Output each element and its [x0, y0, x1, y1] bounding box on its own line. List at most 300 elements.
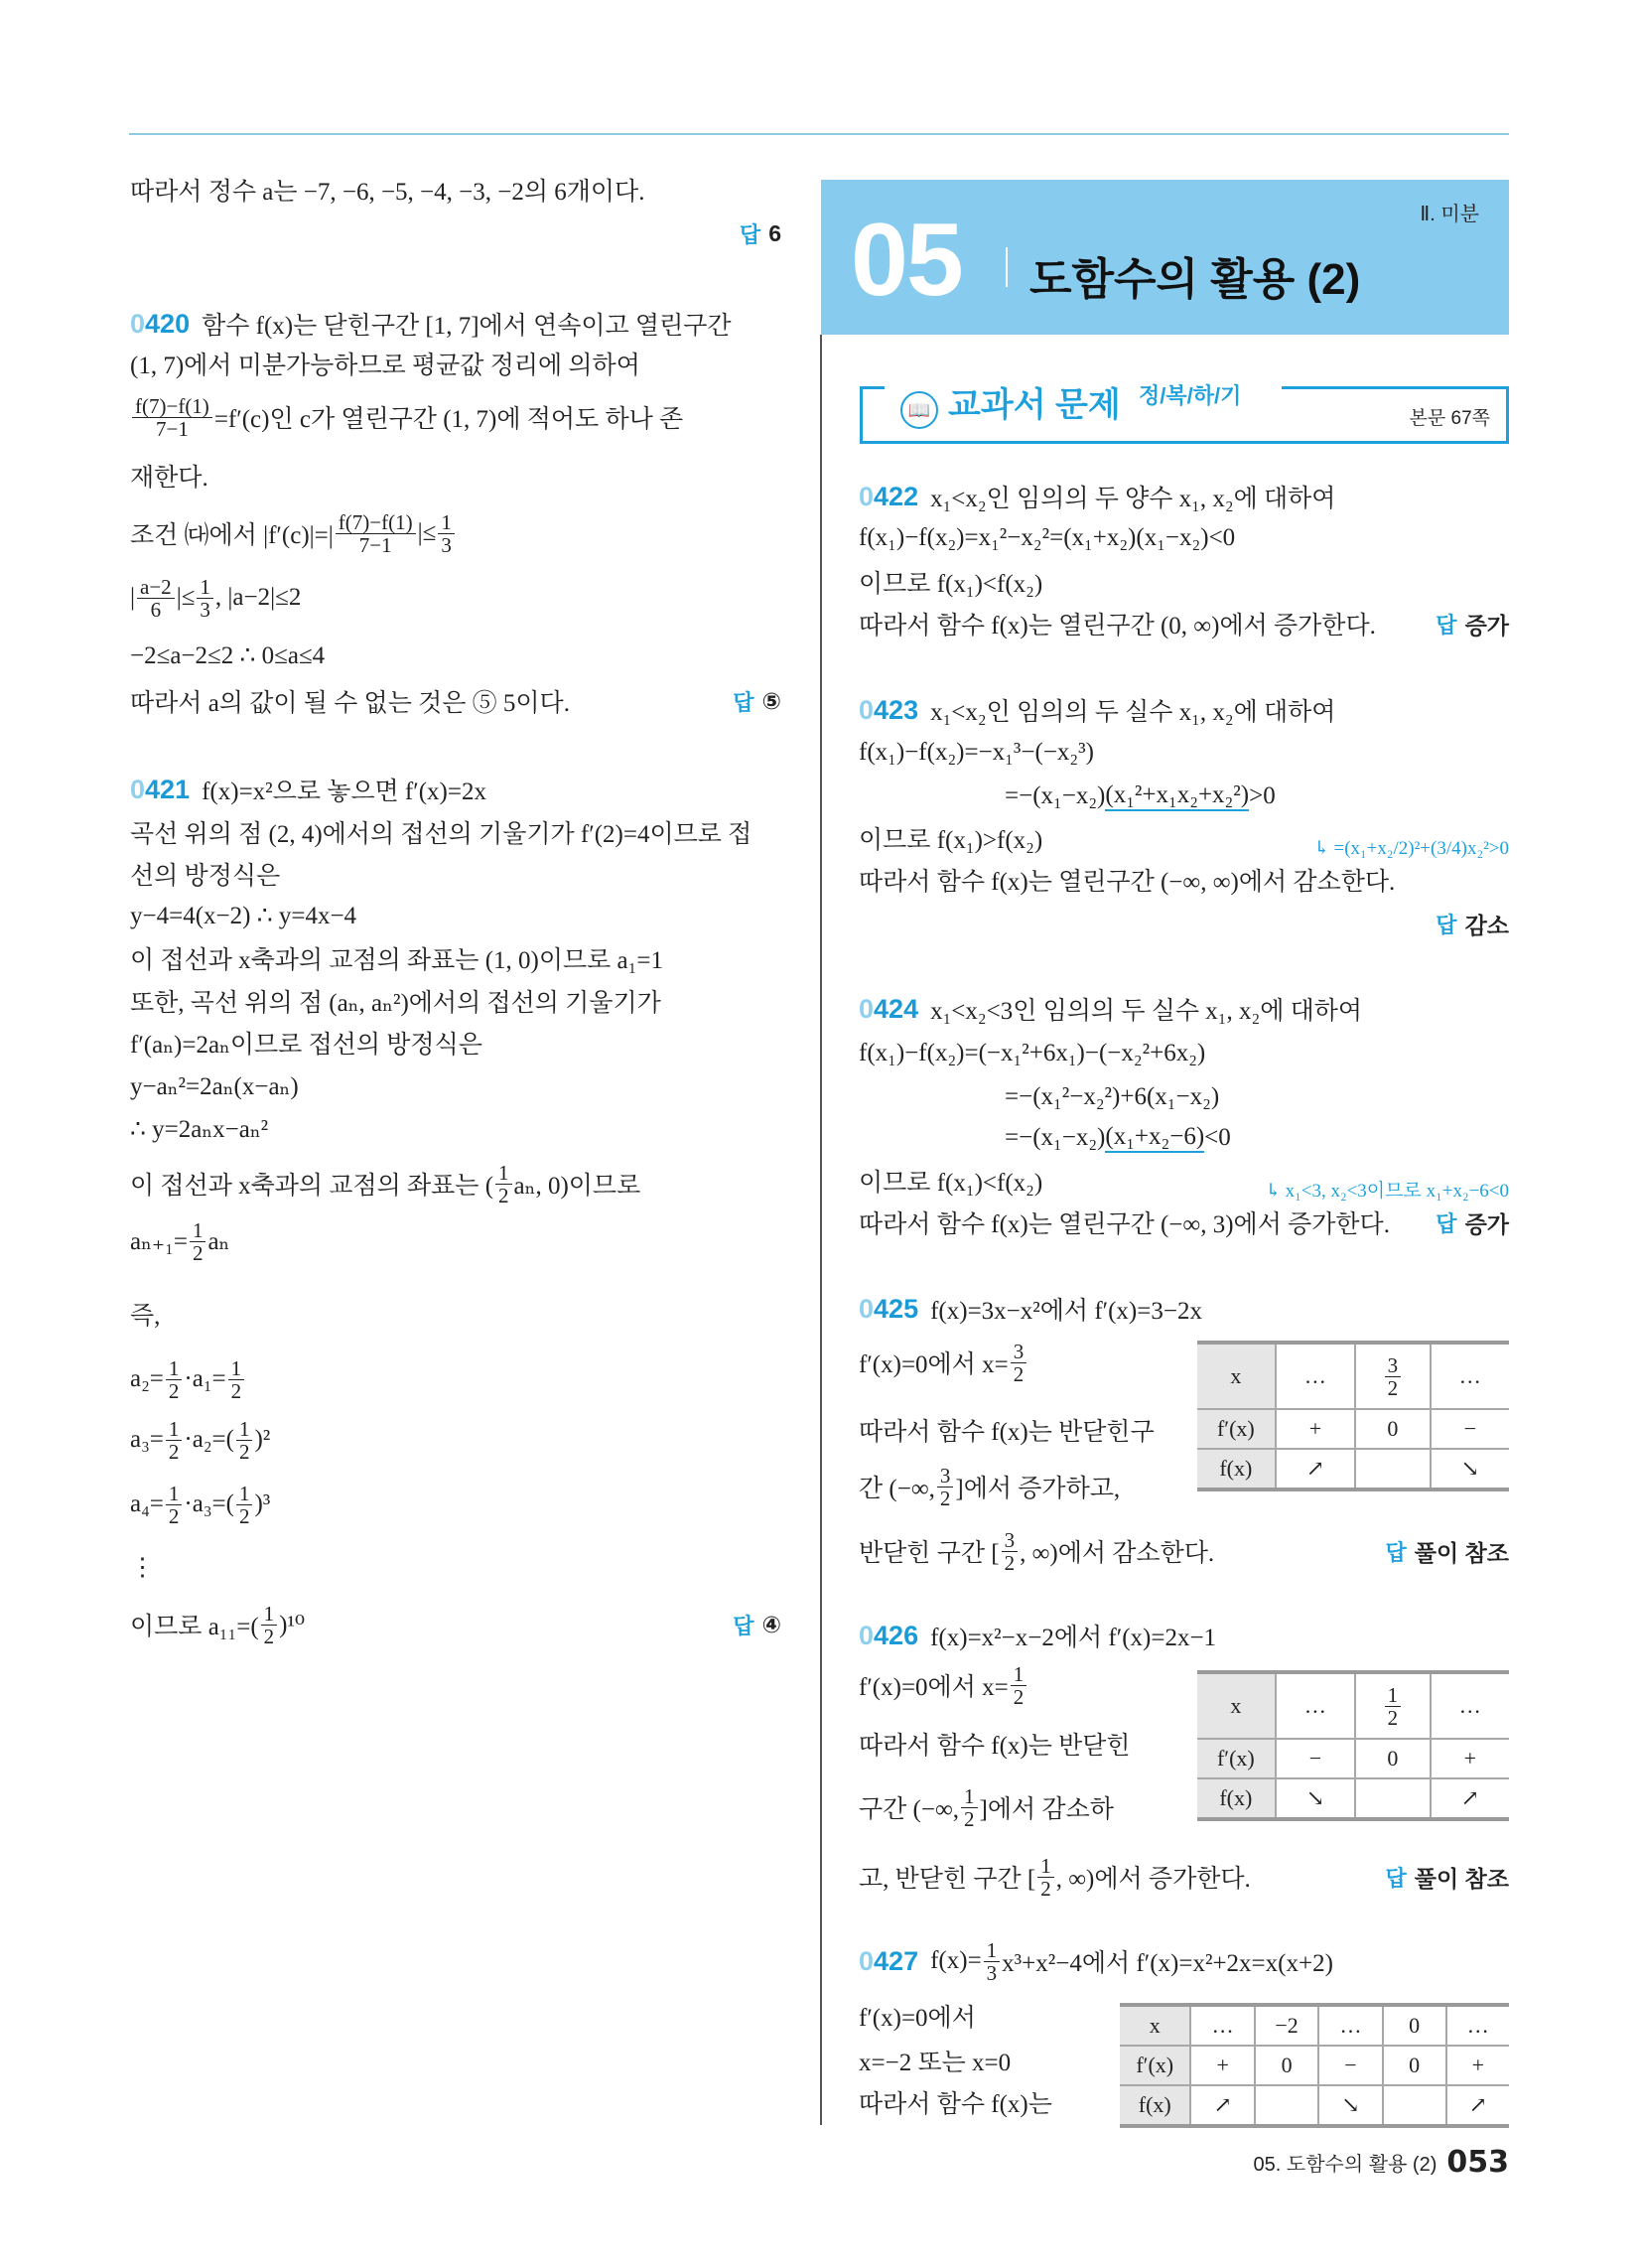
text-segment: ↘ [1305, 1785, 1325, 1810]
table-row [1197, 1343, 1509, 1409]
text-segment: 0 [1387, 1746, 1399, 1771]
fraction-denominator: 3 [200, 597, 210, 622]
solution-line [859, 858, 1509, 902]
answer-value: 증가 [1464, 612, 1509, 638]
text-segment: 따라서 함수 f(x)는 [859, 2091, 1052, 2118]
fraction-numerator: 1 [236, 1418, 253, 1441]
table-cell [1431, 1449, 1509, 1489]
answer-label: 답 [733, 689, 754, 715]
fraction [166, 1418, 183, 1463]
answer-value: ⑤ [761, 687, 781, 714]
solution-line [130, 936, 781, 980]
answer [130, 212, 781, 255]
problem-number: 0427 [859, 1945, 919, 1976]
text-segment: … [1303, 1363, 1326, 1388]
table-cell [1276, 1449, 1355, 1489]
text-segment: 따라서 정수 a는 −7, −6, −5, −4, −3, −2의 6개이다. [130, 179, 645, 206]
text-segment: + [1308, 1416, 1322, 1441]
text-segment: ↗ [1305, 1456, 1325, 1481]
annotation-note [1266, 1176, 1509, 1203]
solution-line [859, 731, 1509, 775]
table-cell [1276, 1409, 1355, 1449]
text-segment: x₁<x₂인 임의의 두 양수 x₁, x₂에 대하여 [930, 486, 1336, 512]
text-segment: , ∞)에서 증가한다. [1055, 1866, 1251, 1893]
text-segment: )² [254, 1426, 271, 1453]
solution-line [130, 1292, 781, 1336]
text-segment: x₁<x₂<3인 임의의 두 실수 x₁, x₂에 대하여 [930, 998, 1363, 1025]
text-segment: 이 접선과 x축과의 교점의 좌표는 ( [130, 1173, 494, 1200]
fraction [190, 1219, 206, 1264]
fraction [132, 395, 212, 440]
text-segment: f(x)=x²으로 놓으면 f′(x)=2x [202, 779, 486, 805]
fraction-numerator: 1 [261, 1603, 278, 1626]
solution-line [130, 395, 781, 439]
answer-label: 답 [1436, 1210, 1457, 1236]
solution-line [130, 454, 781, 497]
footer-chapter: 05. 도함수의 활용 (2) [1253, 2154, 1437, 2176]
text-segment: x [1149, 2013, 1161, 2038]
fraction-numerator: 3 [937, 1465, 954, 1488]
text-segment: f(x₁)−f(x₂)=(−x₁²+6x₁)−(−x₂²+6x₂) [859, 1040, 1206, 1066]
chapter-number: 05 [851, 203, 962, 318]
fraction-numerator: 1 [197, 576, 213, 599]
fraction [1011, 1341, 1027, 1385]
answer-label: 답 [733, 1613, 754, 1638]
solution-line [130, 1483, 781, 1526]
text-segment: =−(x₁−x₂) [1005, 1124, 1106, 1151]
solution-line [130, 168, 781, 212]
fraction-denominator: 2 [964, 1806, 975, 1831]
text-segment: )³ [254, 1490, 271, 1517]
fraction-numerator: 1 [166, 1483, 183, 1505]
table-cell [1318, 2085, 1382, 2126]
text-segment: |≤ [176, 584, 196, 611]
problem-number: 0420 [130, 308, 191, 339]
table-cell [1190, 2005, 1254, 2046]
table-cell [1276, 1778, 1355, 1819]
text-segment: x₁<x₂인 임의의 두 실수 x₁, x₂에 대하여 [930, 699, 1336, 726]
fraction [197, 576, 213, 621]
fraction-numerator: 1 [166, 1418, 183, 1441]
text-segment: f(x)=x²−x−2에서 f′(x)=2x−1 [930, 1625, 1217, 1651]
fraction-numerator: 1 [228, 1357, 245, 1380]
text-segment: f′(x)=0에서 [859, 2005, 976, 2032]
answer-label: 답 [1436, 612, 1457, 638]
fraction [495, 1162, 512, 1206]
problem-number: 0424 [859, 993, 919, 1024]
variation-table [1120, 2003, 1509, 2128]
section-title: 교과서 문제 [948, 377, 1127, 426]
text-segment: , ∞)에서 감소한다. [1020, 1540, 1215, 1567]
text-segment: 조건 ㈐에서 |f′(c)|=| [130, 522, 334, 549]
fraction-numerator: 1 [1037, 1855, 1054, 1878]
table-row [1197, 1672, 1509, 1739]
text-segment: 이므로 f(x₁)<f(x₂) [859, 1170, 1043, 1197]
table-cell [1431, 1672, 1509, 1739]
text-segment: x=−2 또는 x=0 [859, 2050, 1012, 2076]
text-segment: 고, 반닫힌 구간 [ [859, 1866, 1036, 1893]
fraction-denominator: 7−1 [358, 532, 392, 557]
text-segment: 선의 방정식은 [130, 863, 281, 890]
table-cell [1446, 2085, 1509, 2126]
part-label: Ⅱ. 미분 [1420, 204, 1479, 225]
fraction-numerator: 3 [1002, 1529, 1019, 1552]
fraction [1011, 1663, 1027, 1708]
fraction-denominator: 6 [150, 597, 162, 622]
solution-line [859, 560, 1509, 604]
problem-number: 0421 [130, 774, 191, 804]
table-cell [1355, 1343, 1430, 1409]
solution-line [130, 768, 781, 811]
text-segment: aₙ [207, 1228, 230, 1255]
top-rule [129, 133, 1509, 135]
text-segment: ↘ [1341, 2092, 1360, 2117]
text-segment: aₙ, 0)이므로 [513, 1173, 641, 1200]
arrow-right-icon: ↳ [1313, 838, 1330, 859]
book-icon: 📖 [900, 391, 938, 429]
solution-line [130, 979, 781, 1023]
fraction-numerator: 1 [984, 1939, 1001, 1962]
table-cell [1255, 2085, 1318, 2126]
text-segment: >0 [1249, 782, 1276, 809]
text-segment: f′(x)=0에서 x= [859, 1351, 1009, 1378]
fraction-denominator: 2 [192, 1240, 204, 1265]
text-segment: a₃= [130, 1426, 164, 1453]
table-cell [1197, 1343, 1276, 1409]
fraction-denominator: 3 [441, 532, 452, 557]
text-segment: − [1463, 1416, 1476, 1441]
text-segment: f(x) [1138, 2092, 1171, 2117]
text-segment: f(x₁)−f(x₂)=−x₁³−(−x₂³) [859, 739, 1094, 766]
fraction-denominator: 2 [238, 1439, 250, 1464]
fraction-denominator: 2 [238, 1503, 250, 1528]
fraction-numerator: a−2 [137, 576, 175, 599]
text-segment: 따라서 a의 값이 될 수 없는 것은 ⑤ 5이다. [130, 690, 570, 717]
fraction-numerator: 1 [495, 1162, 512, 1185]
header-divider [1006, 247, 1008, 287]
text-segment: a₂= [130, 1365, 164, 1392]
solution-line [859, 1287, 1509, 1331]
text-segment: … [1211, 2013, 1234, 2038]
solution-line [859, 475, 1509, 518]
fraction-numerator: 1 [438, 511, 455, 534]
table-cell [1276, 1343, 1355, 1409]
text-segment: , |a−2|≤2 [214, 584, 302, 611]
table-cell [1197, 1778, 1276, 1819]
solution-line [1005, 1116, 1509, 1160]
text-segment: x [1230, 1693, 1242, 1718]
fraction-numerator: 1 [166, 1357, 183, 1380]
underlined-expression: (x₁+x₂−6) [1105, 1123, 1204, 1153]
answer [130, 679, 781, 723]
solution-line [130, 634, 781, 677]
fraction-numerator: 1 [961, 1785, 978, 1808]
answer-label: 답 [1385, 1865, 1407, 1891]
table-row [1120, 2085, 1509, 2126]
fraction [236, 1418, 253, 1463]
text-segment: 즉, [130, 1303, 161, 1330]
text-segment: 구간 (−∞, [859, 1796, 960, 1823]
text-segment: f′(x)=0에서 x= [859, 1674, 1009, 1701]
table-cell [1255, 2005, 1318, 2046]
text-segment: f(x₁)−f(x₂)=x₁²−x₂²=(x₁+x₂)(x₁−x₂)<0 [859, 524, 1236, 551]
table-cell [1431, 1778, 1509, 1819]
text-segment: f′(x) [1216, 1746, 1255, 1771]
text-segment: ⋮ [130, 1554, 155, 1581]
fraction-numerator: f(7)−f(1) [336, 511, 416, 534]
text-segment: ·a₃=( [184, 1490, 234, 1517]
text-segment: … [1458, 1363, 1481, 1388]
fraction-denominator: 2 [1004, 1550, 1016, 1575]
fraction [236, 1483, 253, 1527]
fraction-denominator: 2 [168, 1439, 180, 1464]
answer [859, 1529, 1509, 1573]
solution-line [1005, 1075, 1509, 1119]
solution-line [859, 516, 1509, 560]
solution-line [130, 1219, 781, 1263]
text-segment: x [1230, 1363, 1242, 1388]
fraction-numerator: 3 [1385, 1354, 1402, 1377]
solution-line [130, 302, 781, 346]
fraction-numerator: 1 [190, 1219, 206, 1242]
text-segment: 따라서 함수 f(x)는 열린구간 (−∞, 3)에서 증가한다. [859, 1211, 1390, 1238]
fraction [137, 576, 175, 621]
answer [859, 602, 1509, 645]
fraction [961, 1785, 978, 1830]
text-segment: )¹⁰ [279, 1612, 305, 1638]
table-cell [1431, 1343, 1509, 1409]
table-cell [1190, 2046, 1254, 2085]
text-segment: 0 [1281, 2053, 1293, 2077]
solution-line [130, 1107, 781, 1151]
solution-line [130, 1021, 781, 1064]
fraction-denominator: 3 [986, 1960, 998, 1985]
answer-value: 풀이 참조 [1414, 1865, 1509, 1892]
text-segment: … [1303, 1693, 1326, 1718]
text-segment: (1, 7)에서 미분가능하므로 평균값 정리에 의하여 [130, 353, 640, 379]
text-segment: − [1308, 1746, 1322, 1771]
text-segment: 이 접선과 x축과의 교점의 좌표는 (1, 0)이므로 a₁=1 [130, 947, 663, 974]
solution-line [859, 987, 1509, 1031]
table-cell [1431, 1409, 1509, 1449]
text-segment: ↗ [1460, 1785, 1480, 1810]
answer-value: 풀이 참조 [1414, 1539, 1509, 1566]
fraction [438, 511, 455, 556]
fraction-denominator: 2 [939, 1486, 951, 1510]
table-cell [1318, 2046, 1382, 2085]
table-cell [1197, 1409, 1276, 1449]
page-footer [1254, 2145, 1509, 2180]
text-segment: 곡선 위의 점 (2, 4)에서의 접선의 기울기가 f′(2)=4이므로 접 [130, 821, 753, 848]
text-segment: − [1344, 2053, 1357, 2077]
solution-line [130, 1357, 781, 1401]
table-cell [1120, 2005, 1190, 2046]
text-segment: 간 (−∞, [859, 1476, 935, 1502]
text-segment: 이므로 a₁₁=( [130, 1614, 259, 1640]
table-row [1120, 2046, 1509, 2085]
table-cell [1197, 1672, 1276, 1739]
fraction-numerator: f(7)−f(1) [132, 395, 212, 418]
fraction [228, 1357, 245, 1402]
text-segment: ]에서 증가하고, [955, 1476, 1121, 1502]
page-number: 053 [1446, 2145, 1509, 2180]
text-segment: =−(x₁²−x₂²)+6(x₁−x₂) [1005, 1083, 1220, 1110]
text-segment: f(x) [1219, 1785, 1253, 1810]
text-segment: 반닫힌 구간 [ [859, 1540, 1000, 1567]
variation-table [1197, 1341, 1509, 1491]
table-row [1197, 1449, 1509, 1489]
table-cell [1355, 1739, 1430, 1778]
annotation-text: x₁<3, x₂<3이므로 x₁+x₂−6<0 [1285, 1181, 1509, 1202]
table-cell [1355, 1778, 1430, 1819]
problem-number: 0426 [859, 1620, 919, 1650]
text-segment: + [1463, 1746, 1476, 1771]
solution-line [859, 1159, 1509, 1203]
table-cell [1318, 2005, 1382, 2046]
solution-line [859, 688, 1509, 732]
problem-number: 0422 [859, 481, 919, 511]
text-segment: f(x)= [930, 1947, 982, 1974]
text-segment: ↗ [1213, 2092, 1232, 2117]
table-cell [1383, 2046, 1446, 2085]
solution-line [130, 511, 781, 555]
text-segment: −2≤a−2≤2 ∴ 0≤a≤4 [130, 642, 326, 669]
answer-value: 증가 [1464, 1210, 1509, 1237]
table-cell [1355, 1409, 1430, 1449]
solution-line [130, 1418, 781, 1462]
table-cell [1383, 2005, 1446, 2046]
solution-line [130, 576, 781, 620]
answer-label: 답 [1385, 1539, 1407, 1565]
text-segment: 따라서 함수 f(x)는 열린구간 (−∞, ∞)에서 감소한다. [859, 869, 1396, 896]
text-segment: ·a₂=( [184, 1426, 234, 1453]
text-segment: f′(x) [1136, 2053, 1174, 2077]
text-segment: 0 [1409, 2013, 1421, 2038]
text-segment: ↗ [1468, 2092, 1488, 2117]
solution-line [130, 852, 781, 896]
annotation-text: =(x₁+x₂/2)²+(3/4)x₂²>0 [1333, 838, 1509, 859]
column-divider [820, 335, 822, 2125]
solution-line [130, 342, 781, 385]
text-segment: =f′(c)인 c가 열린구간 (1, 7)에 적어도 하나 존 [213, 406, 684, 433]
text-segment: + [1471, 2053, 1484, 2077]
table-cell [1255, 2046, 1318, 2085]
table-cell [1431, 1739, 1509, 1778]
fraction-denominator: 2 [1387, 1375, 1399, 1400]
fraction [1385, 1354, 1402, 1399]
variation-table [1197, 1670, 1509, 1821]
text-segment: 또한, 곡선 위의 점 (aₙ, aₙ²)에서의 접선의 기울기가 [130, 990, 661, 1017]
table-cell [1197, 1739, 1276, 1778]
table-cell [1355, 1449, 1430, 1489]
text-segment: ↘ [1460, 1456, 1480, 1481]
fraction [984, 1939, 1001, 1984]
text-segment: aₙ₊₁= [130, 1228, 188, 1255]
table-cell [1276, 1672, 1355, 1739]
section-subtitle: 정/복/하/기 [1139, 379, 1249, 410]
solution-line [859, 1032, 1509, 1075]
fraction-denominator: 2 [168, 1378, 180, 1403]
table-row [1197, 1778, 1509, 1819]
table-row [1120, 2005, 1509, 2046]
fraction-denominator: 2 [168, 1503, 180, 1528]
answer [130, 1603, 781, 1646]
fraction [1385, 1684, 1402, 1729]
text-segment: <0 [1204, 1124, 1231, 1151]
table-cell [1190, 2085, 1254, 2126]
text-segment: y−aₙ²=2aₙ(x−aₙ) [130, 1073, 299, 1100]
annotation-note [1314, 837, 1509, 860]
answer-value: ④ [761, 1611, 781, 1637]
solution-line [1005, 775, 1509, 818]
text-segment: f(x) [1219, 1456, 1253, 1481]
answer-value: 6 [768, 219, 781, 246]
text-segment: ∴ y=2aₙx−aₙ² [130, 1116, 269, 1143]
fraction [336, 511, 416, 556]
text-segment: f′(x) [1216, 1416, 1255, 1441]
fraction-denominator: 2 [263, 1624, 275, 1648]
table-cell [1355, 1672, 1430, 1739]
problem-number: 0425 [859, 1293, 919, 1324]
solution-line [859, 1939, 1509, 1983]
fraction-denominator: 2 [1387, 1705, 1399, 1730]
fraction-numerator: 1 [236, 1483, 253, 1505]
text-segment: 따라서 함수 f(x)는 반닫힌 [859, 1733, 1131, 1760]
section-reference: 본문 67쪽 [1409, 408, 1490, 429]
text-segment: 따라서 함수 f(x)는 열린구간 (0, ∞)에서 증가한다. [859, 613, 1376, 639]
text-segment: =−(x₁−x₂) [1005, 782, 1106, 809]
text-segment: | [130, 584, 136, 611]
answer [859, 1201, 1509, 1244]
table-cell [1446, 2005, 1509, 2046]
text-segment: f′(aₙ)=2aₙ이므로 접선의 방정식은 [130, 1032, 482, 1059]
text-segment: x³+x²−4에서 f′(x)=x²+2x=x(x+2) [1002, 1950, 1333, 1977]
solution-line [859, 1614, 1509, 1657]
table-cell [1120, 2046, 1190, 2085]
text-segment: … [1339, 2013, 1362, 2038]
text-segment: ·a₁= [184, 1365, 226, 1392]
table-cell [1383, 2085, 1446, 2126]
text-segment: a₄= [130, 1490, 164, 1517]
text-segment: 이므로 f(x₁)>f(x₂) [859, 827, 1043, 854]
text-segment: + [1216, 2053, 1229, 2077]
text-segment: ]에서 감소하 [979, 1796, 1114, 1823]
answer-label: 답 [1436, 912, 1457, 937]
table-cell [1276, 1739, 1355, 1778]
solution-line [130, 810, 781, 854]
solution-line [130, 1064, 781, 1108]
problem-number: 0423 [859, 694, 919, 725]
answer [859, 902, 1509, 945]
table-row [1197, 1739, 1509, 1778]
solution-line [130, 1545, 781, 1589]
solution-line [130, 894, 781, 937]
underlined-expression: (x₁²+x₁x₂+x₂²) [1105, 781, 1249, 811]
fraction-denominator: 7−1 [155, 416, 189, 441]
section-box [860, 383, 1509, 444]
table-cell [1197, 1449, 1276, 1489]
text-segment: −2 [1275, 2013, 1299, 2038]
text-segment: f(x)=3x−x²에서 f′(x)=3−2x [930, 1298, 1202, 1325]
answer-value: 감소 [1464, 912, 1509, 938]
fraction [937, 1465, 954, 1509]
text-segment: 이므로 f(x₁)<f(x₂) [859, 571, 1043, 598]
text-segment: y−4=4(x−2) ∴ y=4x−4 [130, 903, 357, 929]
fraction-denominator: 2 [1013, 1361, 1025, 1386]
fraction-denominator: 2 [498, 1183, 509, 1207]
arrow-right-icon: ↳ [1265, 1181, 1282, 1202]
text-segment: |≤ [417, 519, 437, 546]
